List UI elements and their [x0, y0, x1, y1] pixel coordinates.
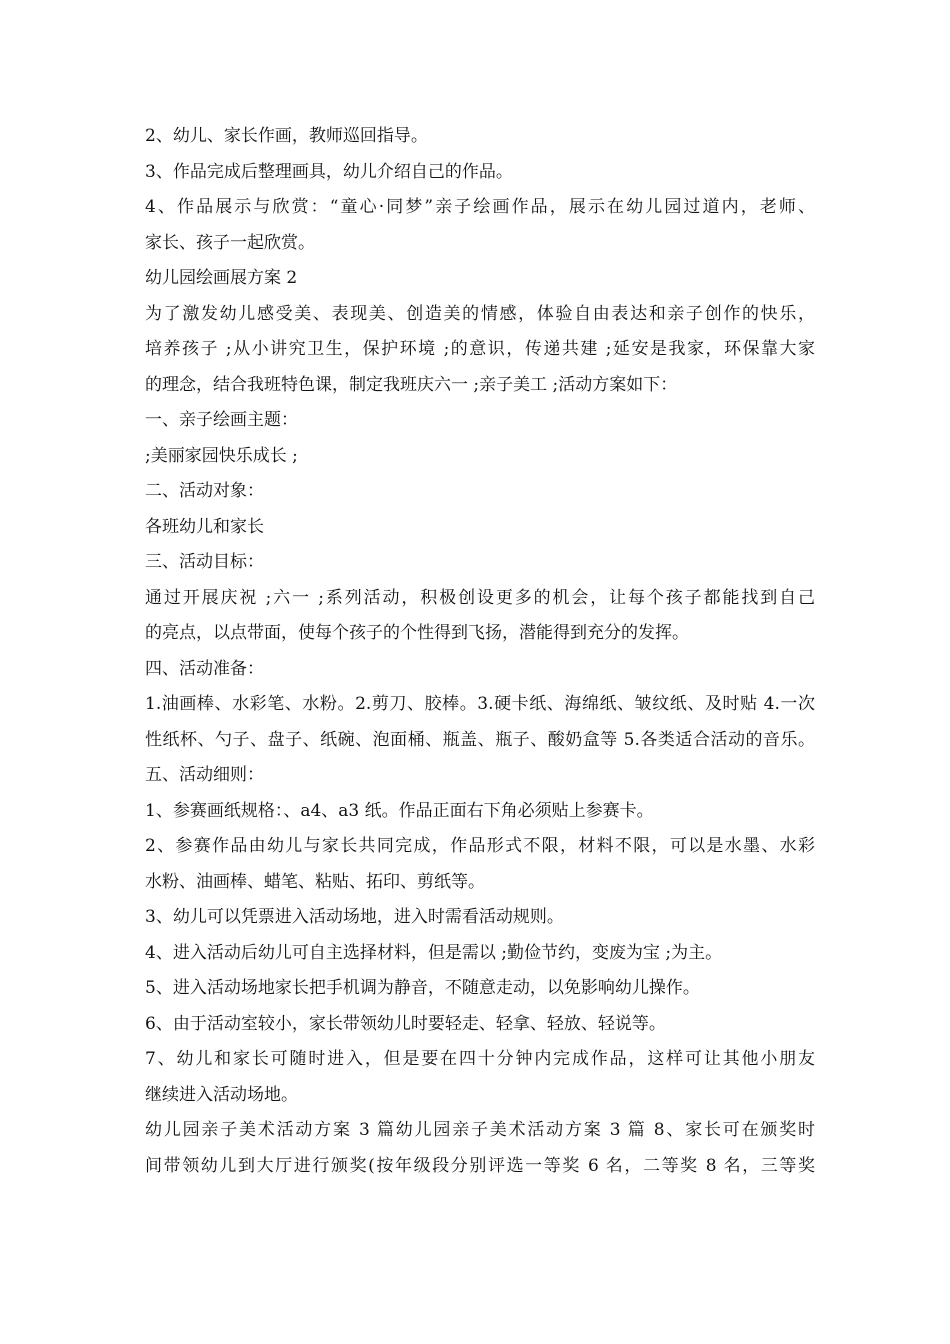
text-line: 各班幼儿和家长 — [145, 516, 264, 537]
text-line: 1.油画棒、水彩笔、水粉。2.剪刀、胶棒。3.硬卡纸、海绵纸、皱纹纸、及时贴 4.一次 — [145, 694, 815, 714]
text-line: 6、由于活动室较小，家长带领幼儿时要轻走、轻拿、轻放、轻说等。 — [145, 1013, 666, 1034]
text-line: 为了激发幼儿感受美、表现美、创造美的情感，体验自由表达和亲子创作的快乐， — [145, 303, 815, 324]
text-line: 水粉、油画棒、蜡笔、粘贴、拓印、剪纸等。 — [145, 871, 485, 892]
text-line: 四、活动准备： — [145, 658, 264, 679]
text-line: 间带领幼儿到大厅进行颁奖(按年级段分别评选一等奖 6 名，二等奖 8 名，三等奖 — [145, 1155, 815, 1176]
text-line: 的亮点，以点带面，使每个孩子的个性得到飞扬，潜能得到充分的发挥。 — [145, 623, 689, 643]
text-line: 2、参赛作品由幼儿与家长共同完成，作品形式不限，材料不限，可以是水墨、水彩 — [145, 836, 815, 856]
text-line: 二、活动对象： — [145, 481, 264, 501]
text-line: 一、亲子绘画主题： — [145, 410, 298, 430]
text-line: 性纸杯、勺子、盘子、纸碗、泡面桶、瓶盖、瓶子、酸奶盒等 5.各类适合活动的音乐。 — [145, 729, 815, 750]
text-line: ;美丽家园快乐成长 ; — [145, 445, 298, 466]
text-line: 通过开展庆祝 ;六一 ;系列活动，积极创设更多的机会，让每个孩子都能找到自己 — [145, 587, 815, 608]
text-line: 家长、孩子一起欣赏。 — [145, 232, 315, 253]
text-line: 3、幼儿可以凭票进入活动场地，进入时需看活动规则。 — [145, 907, 564, 927]
text-line: 5、进入活动场地家长把手机调为静音，不随意走动，以免影响幼儿操作。 — [145, 978, 700, 998]
text-line: 4、进入活动后幼儿可自主选择材料，但是需以 ;勤俭节约，变废为宝 ;为主。 — [145, 942, 723, 963]
text-line: 幼儿园绘画展方案 2 — [145, 268, 298, 288]
text-line: 三、活动目标： — [145, 552, 264, 572]
text-line: 的理念，结合我班特色课，制定我班庆六一 ;亲子美工 ;活动方案如下： — [145, 374, 678, 395]
text-line: 幼儿园亲子美术活动方案 3 篇幼儿园亲子美术活动方案 3 篇 8、家长可在颁奖时 — [145, 1120, 815, 1140]
text-line: 2、幼儿、家长作画，教师巡回指导。 — [145, 126, 428, 146]
text-line: 继续进入活动场地。 — [145, 1084, 298, 1105]
text-line: 五、活动细则： — [145, 765, 264, 785]
text-line: 4、作品展示与欣赏：“童心·同梦”亲子绘画作品，展示在幼儿园过道内，老师、 — [145, 197, 815, 217]
text-line: 培养孩子 ;从小讲究卫生，保护环境 ;的意识，传递共建 ;延安是我家，环保靠大家 — [145, 339, 815, 359]
text-line: 1、参赛画纸规格：、a4、a3 纸。作品正面右下角必须贴上参赛卡。 — [145, 800, 654, 821]
text-line: 7、幼儿和家长可随时进入，但是要在四十分钟内完成作品，这样可让其他小朋友 — [145, 1049, 815, 1069]
text-line: 3、作品完成后整理画具，幼儿介绍自己的作品。 — [145, 161, 513, 182]
document-body — [145, 119, 815, 1184]
